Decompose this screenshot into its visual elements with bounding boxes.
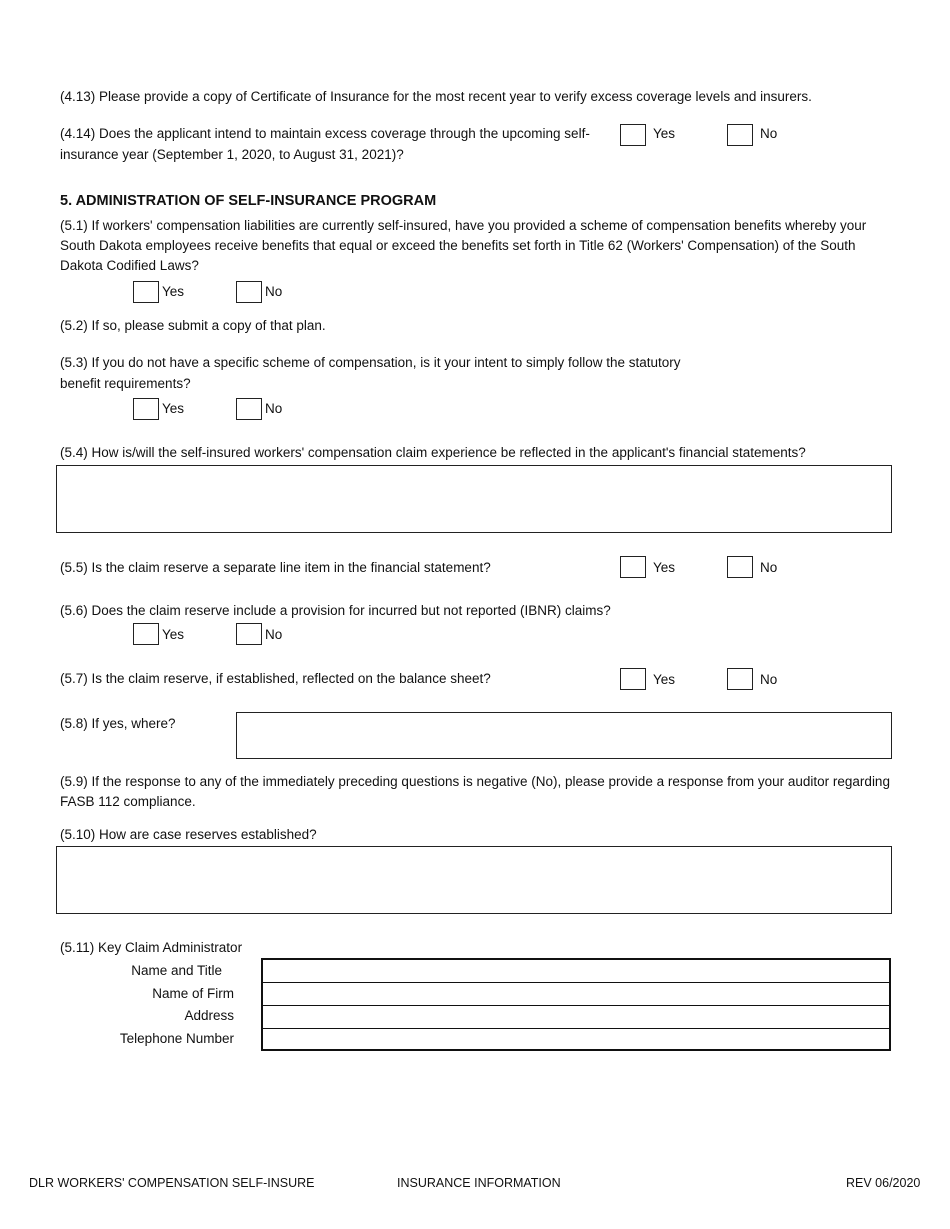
field-label-firm: Name of Firm: [152, 986, 234, 1001]
q5-7-no-checkbox[interactable]: [727, 668, 753, 690]
q5-6-yes-checkbox[interactable]: [133, 623, 159, 645]
q5-1-yes-checkbox[interactable]: [133, 281, 159, 303]
q4-14-no-checkbox[interactable]: [727, 124, 753, 146]
q5-1-yes-label: Yes: [162, 284, 185, 299]
footer-left: DLR WORKERS' COMPENSATION SELF-INSURE: [29, 1176, 315, 1190]
firm-name-field[interactable]: [261, 983, 891, 1006]
q5-10-answer-box[interactable]: [56, 846, 892, 914]
q5-6-no-checkbox[interactable]: [236, 623, 262, 645]
question-5-3-line1: (5.3) If you do not have a specific scheme of compensation, is it your intent to simply follow the statutory: [60, 355, 681, 370]
q5-7-yes-checkbox[interactable]: [620, 668, 646, 690]
question-4-14-line2: insurance year (September 1, 2020, to August 31, 2021)?: [60, 147, 404, 162]
question-5-4: (5.4) How is/will the self-insured workers' compensation claim experience be reflected in the applicant's financial statements?: [60, 445, 806, 460]
q5-3-no-checkbox[interactable]: [236, 398, 262, 420]
q5-8-answer-box[interactable]: [236, 712, 892, 759]
question-5-1: (5.1) If workers' compensation liabilities are currently self-insured, have you provided a scheme of compensation benefits whereby your South Dakota employees receive benefits that equal or exceed the benefits set forth in Title 62 (Workers' Compensation) of the South Dakota Codified Laws?: [60, 218, 867, 273]
q5-5-yes-label: Yes: [653, 560, 676, 575]
question-5-7: (5.7) Is the claim reserve, if established, reflected on the balance sheet?: [60, 671, 491, 686]
q5-3-yes-label: Yes: [162, 401, 185, 416]
telephone-field[interactable]: [261, 1029, 891, 1051]
q5-1-no-label: No: [265, 284, 283, 299]
question-5-9: (5.9) If the response to any of the immediately preceding questions is negative (No), please provide a response from your auditor regarding FASB 112 compliance.: [60, 774, 890, 809]
q5-3-no-label: No: [265, 401, 283, 416]
field-label-address: Address: [184, 1008, 234, 1023]
q4-14-yes-checkbox[interactable]: [620, 124, 646, 146]
question-5-8: (5.8) If yes, where?: [60, 716, 176, 731]
q5-7-yes-label: Yes: [653, 672, 676, 687]
question-5-3-line2: benefit requirements?: [60, 376, 191, 391]
q4-14-yes-label: Yes: [653, 126, 676, 141]
q5-4-answer-box[interactable]: [56, 465, 892, 533]
question-5-5: (5.5) Is the claim reserve a separate line item in the financial statement?: [60, 560, 491, 575]
footer-right: REV 06/2020: [846, 1176, 921, 1190]
footer-center: INSURANCE INFORMATION: [397, 1176, 561, 1190]
question-5-2: (5.2) If so, please submit a copy of that plan.: [60, 318, 326, 333]
q5-5-no-label: No: [760, 560, 778, 575]
question-4-13: (4.13) Please provide a copy of Certificate of Insurance for the most recent year to verify excess coverage levels and insurers.: [60, 89, 812, 104]
q5-7-no-label: No: [760, 672, 778, 687]
q5-3-yes-checkbox[interactable]: [133, 398, 159, 420]
question-5-11: (5.11) Key Claim Administrator: [60, 940, 243, 955]
q5-5-no-checkbox[interactable]: [727, 556, 753, 578]
question-5-6: (5.6) Does the claim reserve include a provision for incurred but not reported (IBNR) claims?: [60, 603, 611, 618]
field-label-telephone: Telephone Number: [119, 1031, 234, 1046]
q4-14-no-label: No: [760, 126, 778, 141]
q5-5-yes-checkbox[interactable]: [620, 556, 646, 578]
q5-6-yes-label: Yes: [162, 627, 185, 642]
question-5-10: (5.10) How are case reserves established?: [60, 827, 317, 842]
address-field[interactable]: [261, 1006, 891, 1029]
q5-1-no-checkbox[interactable]: [236, 281, 262, 303]
section-5-heading: 5. ADMINISTRATION OF SELF-INSURANCE PROGRAM: [60, 193, 437, 209]
question-4-14-line1: (4.14) Does the applicant intend to maintain excess coverage through the upcoming self-: [60, 126, 590, 141]
q5-6-no-label: No: [265, 627, 283, 642]
name-title-field[interactable]: [261, 960, 891, 983]
field-label-name-title: Name and Title: [131, 963, 222, 978]
